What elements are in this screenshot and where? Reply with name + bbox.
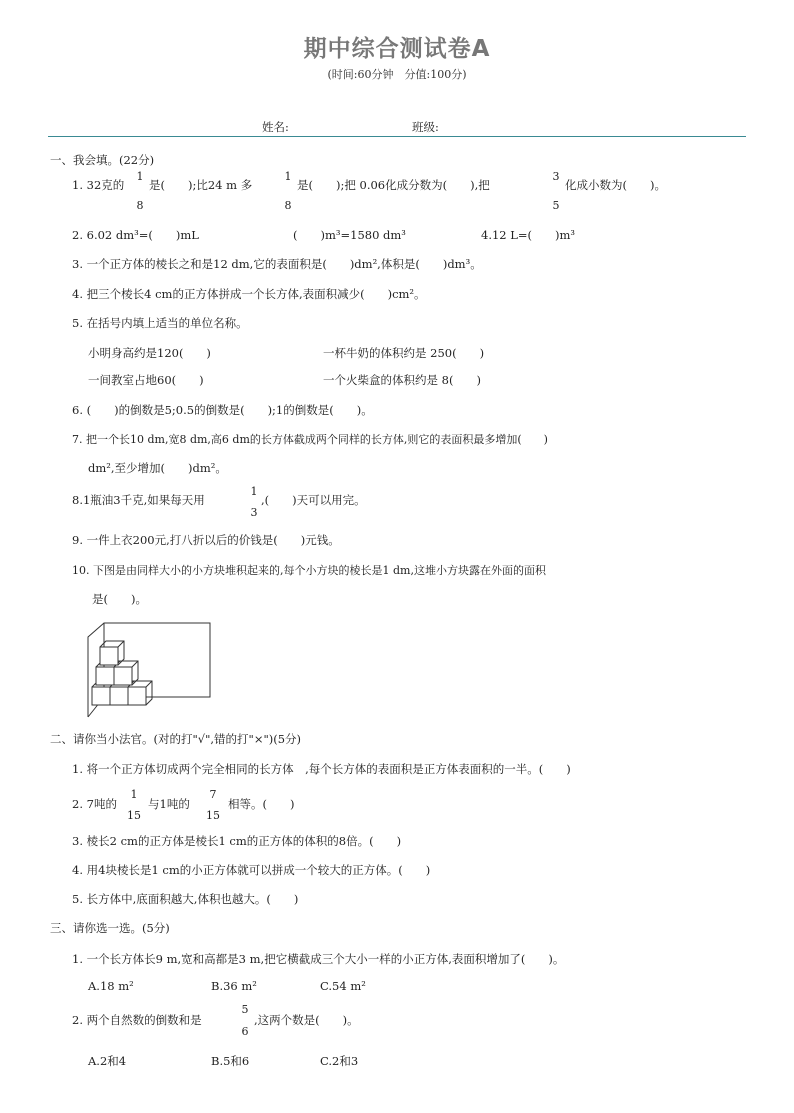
s1-q1-frac2-num: 1 — [284, 170, 292, 183]
s3-q1-option-b: B.36 m² — [211, 979, 257, 993]
s2-q2-part-a: 2. 7吨的 — [72, 797, 117, 811]
s3-q1-option-c: C.54 m² — [320, 979, 366, 993]
s2-q2-frac1-num: 1 — [130, 788, 138, 801]
s3-q2-option-c: C.2和3 — [320, 1054, 359, 1068]
s3-q2-option-b: B.5和6 — [211, 1054, 250, 1068]
s1-q5-item-4: 一个火柴盒的体积约是 8( ) — [323, 373, 481, 387]
s1-q1-frac2-den: 8 — [284, 199, 292, 212]
s1-q4: 4. 把三个棱长4 cm的正方体拼成一个长方体,表面积减少( )cm²。 — [72, 287, 426, 301]
header-divider — [48, 136, 746, 137]
s1-q9: 9. 一件上衣200元,打八折以后的价钱是( )元钱。 — [72, 533, 340, 547]
s1-q1-frac1-num: 1 — [136, 170, 144, 183]
s3-q2-part-b: ,这两个数是( )。 — [254, 1013, 359, 1027]
page-title: 期中综合测试卷A — [303, 36, 491, 62]
s2-q2-frac2-num: 7 — [209, 788, 217, 801]
s2-q2-part-b: 与1吨的 — [148, 797, 190, 811]
stacked-cubes-figure — [84, 619, 214, 719]
exam-subtitle: (时间:60分钟 分值:100分) — [327, 68, 467, 81]
s2-q4: 4. 用4块棱长是1 cm的小正方体就可以拼成一个较大的正方体。( ) — [72, 863, 431, 877]
s2-q5: 5. 长方体中,底面积越大,体积也越大。( ) — [72, 892, 299, 906]
s1-q1-frac3-den: 5 — [552, 199, 560, 212]
section3-heading: 三、请你选一选。(5分) — [50, 921, 170, 935]
s1-q2-part-a: 2. 6.02 dm³=( )mL — [72, 228, 199, 242]
s1-q5-item-1: 小明身高约是120( ) — [88, 346, 211, 360]
s1-q8-part-b: ,( )天可以用完。 — [261, 493, 366, 507]
s1-q1-part-c: 是( );把 0.06化成分数为( ),把 — [297, 178, 490, 192]
s1-q8-frac-den: 3 — [250, 506, 258, 519]
section2-heading: 二、请你当小法官。(对的打"√",错的打"×")(5分) — [50, 732, 302, 746]
s1-q7-line1: 7. 把一个长10 dm,宽8 dm,高6 dm的长方体截成两个同样的长方体,则它的表面积最多增加( ) — [72, 433, 548, 446]
class-label: 班级: — [412, 120, 439, 134]
s1-q2-part-c: 4.12 L=( )m³ — [481, 228, 576, 242]
s1-q1-frac1-den: 8 — [136, 199, 144, 212]
s3-q2-frac-den: 6 — [241, 1025, 249, 1038]
s1-q3: 3. 一个正方体的棱长之和是12 dm,它的表面积是( )dm²,体积是( )dm³。 — [72, 257, 482, 271]
s1-q2-part-b: ( )m³=1580 dm³ — [293, 228, 406, 242]
s2-q3: 3. 棱长2 cm的正方体是棱长1 cm的正方体的体积的8倍。( ) — [72, 834, 402, 848]
s3-q1: 1. 一个长方体长9 m,宽和高都是3 m,把它横截成三个大小一样的小正方体,表面积增加了( )。 — [72, 952, 565, 966]
s1-q7-line2: dm²,至少增加( )dm²。 — [88, 461, 227, 475]
section1-heading: 一、我会填。(22分) — [50, 153, 155, 167]
s1-q5-item-3: 一间教室占地60( ) — [88, 373, 204, 387]
s2-q2-frac2-den: 15 — [206, 809, 220, 822]
s2-q2-part-c: 相等。( ) — [228, 797, 295, 811]
s3-q2-part-a: 2. 两个自然数的倒数和是 — [72, 1013, 202, 1027]
name-label: 姓名: — [262, 120, 289, 134]
s1-q1-frac3-num: 3 — [552, 170, 560, 183]
s1-q8-part-a: 8.1瓶油3千克,如果每天用 — [72, 493, 205, 507]
s1-q10-line1: 10. 下图是由同样大小的小方块堆积起来的,每个小方块的棱长是1 dm,这堆小方块露在外面的面积 — [72, 564, 546, 577]
s3-q1-option-a: A.18 m² — [88, 979, 134, 993]
s2-q1: 1. 将一个正方体切成两个完全相同的长方体 ,每个长方体的表面积是正方体表面积的一半。( ) — [72, 762, 571, 776]
s1-q5-item-2: 一杯牛奶的体积约是 250( ) — [323, 346, 485, 360]
s1-q5: 5. 在括号内填上适当的单位名称。 — [72, 316, 248, 330]
s1-q1-part-a: 1. 32克的 — [72, 178, 125, 192]
s3-q2-option-a: A.2和4 — [88, 1054, 127, 1068]
s1-q6: 6. ( )的倒数是5;0.5的倒数是( );1的倒数是( )。 — [72, 403, 373, 417]
s1-q1-part-b: 是( );比24 m 多 — [149, 178, 253, 192]
s2-q2-frac1-den: 15 — [127, 809, 141, 822]
s1-q8-frac-num: 1 — [250, 485, 258, 498]
s3-q2-frac-num: 5 — [241, 1003, 249, 1016]
s1-q10-line2: 是( )。 — [92, 592, 147, 606]
s1-q1-part-d: 化成小数为( )。 — [565, 178, 666, 192]
